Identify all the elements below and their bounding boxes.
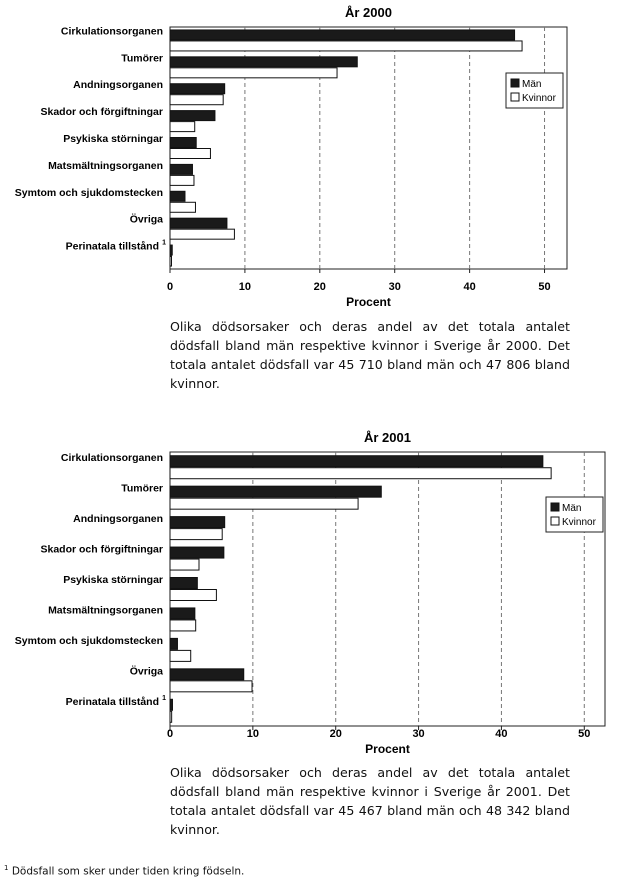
chart-2001-legend-swatch-0 (551, 503, 559, 511)
chart-2001-bar-women-2 (170, 529, 222, 540)
chart-2001-bar-men-3 (170, 547, 224, 558)
chart-2000-category-label-8: Perinatala tillstånd (65, 240, 159, 253)
chart-2000-category-label-7: Övriga (129, 213, 163, 226)
chart-2000-tick-label-50: 50 (538, 281, 551, 293)
chart-2001-bar-men-7 (170, 669, 244, 680)
chart-2001-bar-women-4 (170, 590, 216, 601)
chart-2001-bar-women-6 (170, 650, 191, 661)
chart-2001 (0, 425, 624, 765)
chart-2000-category-label-1: Tumörer (121, 52, 163, 65)
chart-2001-category-label-8: Perinatala tillstånd (65, 695, 159, 708)
chart-2000-category-superscript-8: 1 (162, 239, 166, 247)
chart-2001-category-label-1: Tumörer (121, 482, 163, 495)
chart-2001-category-superscript-8: 1 (162, 694, 166, 702)
chart-2000-tick-label-10: 10 (238, 281, 252, 293)
chart-2001-bar-men-0 (170, 456, 543, 467)
chart-2001-category-label-2: Andningsorganen (73, 513, 163, 526)
chart-2001-category-label-5: Matsmältningsorganen (48, 604, 163, 617)
chart-2000-bar-women-6 (170, 202, 195, 212)
chart-2001-tick-label-50: 50 (578, 728, 591, 740)
chart-2000-legend-label-1: Kvinnor (522, 93, 556, 104)
footnote-marker: 1 (4, 864, 9, 872)
chart-2000-title: År 2000 (345, 5, 392, 20)
chart-2000-bar-men-7 (170, 218, 227, 228)
chart-2001-bar-men-5 (170, 608, 195, 619)
chart-2001-bar-women-1 (170, 498, 358, 509)
chart-2000-bar-men-1 (170, 57, 357, 67)
chart-2000-tick-label-30: 30 (388, 281, 401, 293)
chart-2000-tick-label-40: 40 (463, 281, 476, 293)
chart-2000-bar-women-8 (170, 256, 171, 266)
chart-2000-bar-women-5 (170, 175, 194, 185)
chart-2000-bar-women-1 (170, 68, 337, 78)
chart-2000-bar-women-2 (170, 95, 223, 105)
caption-2000: Olika dödsorsaker och deras andel av det totala antalet dödsfall bland män respektive kvinnor i Sverige år 2000. Det totala antalet dödsfall var 45 710 bland män och 47 806 bland kvinnor. (170, 319, 570, 391)
chart-2000-category-label-4: Psykiska störningar (63, 133, 163, 145)
chart-2000-bar-men-5 (170, 164, 192, 174)
chart-2001-bar-women-5 (170, 620, 196, 631)
chart-2000-bar-men-6 (170, 191, 185, 201)
footnote-text: Dödsfall som sker under tiden kring födseln. (11, 865, 245, 878)
chart-2001-category-label-4: Psykiska störningar (63, 574, 163, 586)
chart-2000-xlabel: Procent (346, 295, 391, 309)
chart-2001-bar-women-7 (170, 681, 252, 692)
chart-2001-tick-label-20: 20 (329, 728, 342, 740)
chart-2001-category-label-7: Övriga (129, 665, 163, 678)
chart-2001-tick-label-40: 40 (495, 728, 508, 740)
chart-2000-bar-women-3 (170, 122, 195, 132)
chart-2000-tick-label-0: 0 (166, 281, 174, 293)
chart-2001-bar-men-2 (170, 517, 225, 528)
chart-2001-legend-swatch-1 (551, 517, 559, 525)
chart-2001-tick-label-30: 30 (412, 728, 425, 740)
chart-2000-legend-swatch-0 (511, 79, 519, 87)
chart-2001-title: År 2001 (364, 430, 411, 445)
chart-2000-legend-label-0: Män (522, 79, 542, 90)
chart-2001-bar-men-8 (170, 699, 172, 710)
chart-2000-bar-women-4 (170, 149, 210, 159)
chart-2001-tick-label-10: 10 (246, 728, 259, 740)
chart-2000-bar-men-8 (170, 245, 172, 255)
chart-2001-bar-women-8 (170, 711, 172, 722)
chart-2000 (0, 0, 624, 309)
chart-2001-legend-label-0: Män (562, 503, 582, 514)
chart-2001-xlabel: Procent (365, 742, 410, 756)
chart-2000-category-label-6: Symtom och sjukdomstecken (14, 186, 163, 199)
chart-2001-bar-women-0 (170, 468, 551, 479)
chart-2000-bar-women-7 (170, 229, 234, 239)
chart-2000-bar-men-2 (170, 84, 225, 94)
chart-2000-category-label-3: Skador och förgiftningar (40, 106, 163, 119)
chart-2000-bar-men-0 (170, 30, 515, 40)
chart-2001-category-label-6: Symtom och sjukdomstecken (14, 634, 163, 647)
chart-2001-legend-label-1: Kvinnor (562, 517, 596, 528)
chart-2001-tick-label-0: 0 (166, 728, 174, 740)
chart-2000-category-label-0: Cirkulationsorganen (60, 25, 163, 38)
chart-2000-bar-women-0 (170, 41, 522, 51)
chart-2001-bar-men-1 (170, 486, 381, 497)
chart-2001-category-label-0: Cirkulationsorganen (60, 452, 163, 465)
chart-2001-svg (0, 425, 624, 765)
footnote (4, 864, 244, 878)
chart-2000-svg (0, 0, 624, 309)
chart-2000-category-label-2: Andningsorganen (73, 79, 163, 92)
chart-2001-bar-men-6 (170, 638, 177, 649)
chart-2000-bar-men-3 (170, 111, 215, 121)
chart-2000-bar-men-4 (170, 138, 196, 148)
chart-2000-legend-swatch-1 (511, 93, 519, 101)
chart-2001-bar-men-4 (170, 578, 197, 589)
caption-2001: Olika dödsorsaker och deras andel av det totala antalet dödsfall bland män respektive kvinnor i Sverige år 2001. Det totala antalet dödsfall var 45 467 bland män och 48 342 bland kvinnor. (170, 765, 570, 837)
chart-2001-bar-women-3 (170, 559, 199, 570)
chart-2001-category-label-3: Skador och förgiftningar (40, 543, 163, 556)
chart-2000-tick-label-20: 20 (313, 281, 326, 293)
chart-2000-category-label-5: Matsmältningsorganen (48, 159, 163, 172)
